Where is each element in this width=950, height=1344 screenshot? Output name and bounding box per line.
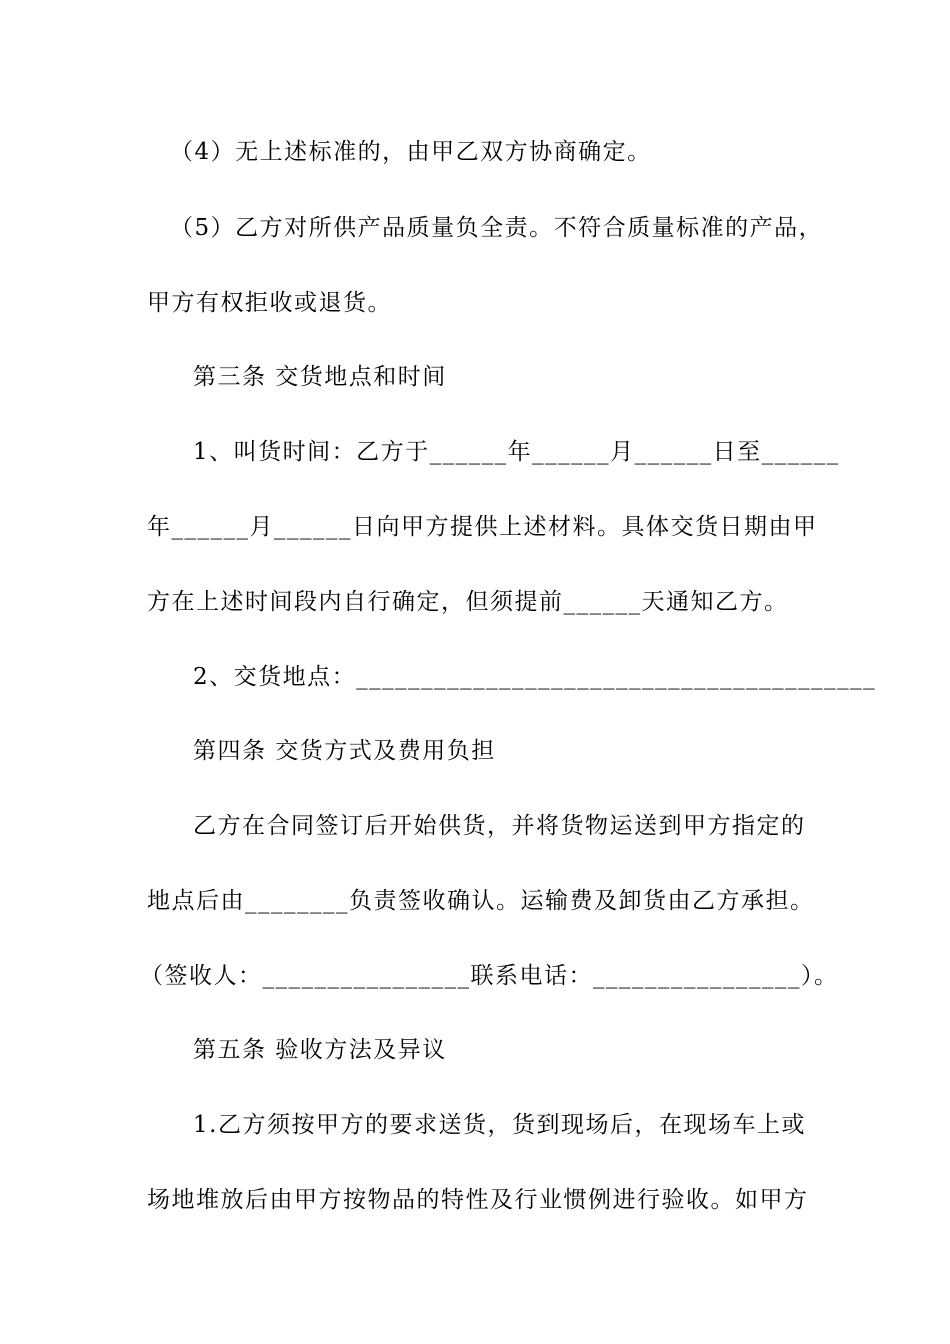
clause-5-item-1: 1.乙方须按甲方的要求送货，货到现场后，在现场车上或 [193, 1112, 806, 1138]
clause-4-signee-line: （签收人：________________联系电话：________________）。 [140, 963, 839, 989]
clause-3-item-1: 1、叫货时间：乙方于______年______月______日至______ [193, 439, 840, 465]
clause-4-heading: 第四条 交货方式及费用负担 [193, 738, 496, 764]
clause-2-item-4: （4）无上述标准的，由甲乙双方协商确定。 [170, 139, 652, 165]
clause-4-paragraph-cont: 地点后由________负责签收确认。运输费及卸货由乙方承担。 [147, 888, 815, 914]
clause-3-heading: 第三条 交货地点和时间 [193, 364, 447, 390]
clause-5-heading: 第五条 验收方法及异议 [193, 1037, 447, 1063]
clause-2-item-5-cont: 甲方有权拒收或退货。 [147, 290, 392, 316]
clause-2-item-5: （5）乙方对所供产品质量负全责。不符合质量标准的产品， [170, 215, 824, 241]
clause-5-item-1-cont: 场地堆放后由甲方按物品的特性及行业惯例进行验收。如甲方 [147, 1187, 809, 1213]
clause-3-item-2: 2、交货地点：________________________________________ [193, 664, 877, 690]
clause-4-paragraph: 乙方在合同签订后开始供货，并将货物运送到甲方指定的 [193, 813, 806, 839]
clause-3-item-1-cont2: 方在上述时间段内自行确定，但须提前______天通知乙方。 [147, 589, 789, 615]
clause-3-item-1-cont: 年______月______日向甲方提供上述材料。具体交货日期由甲 [147, 514, 818, 540]
